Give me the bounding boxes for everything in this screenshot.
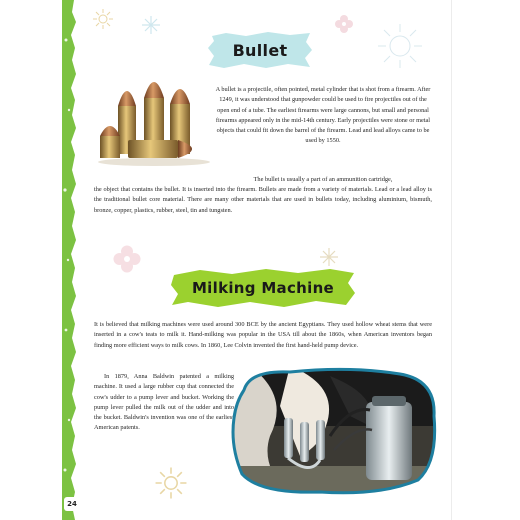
bullet-lead-line: The bullet is usually a part of an ammunition cartridge, <box>253 176 393 183</box>
bullet-title: Bullet <box>232 40 288 60</box>
milking-baldwin-paragraph: In 1879, Anna Baldwin patented a milking machine. It used a large rubber cup that connected the cow's udder to a pump lever and bucket. Working the pump lever pulled the milk out of the udder and into the bucket. Baldwin's invention was one of the earliest American patents. <box>94 373 234 432</box>
bullet-title-banner <box>206 30 314 70</box>
sun-doodle-icon <box>154 466 188 500</box>
page-number: 24 <box>64 497 80 511</box>
milking-machine-photo <box>230 366 440 496</box>
bullet-cartridge-paragraph: the object that contains the bullet. It is inserted into the firearm. Bullets are made from a variety of materials. Lead or a lead alloy is the traditional bullet core material. There are many other materials that are used in bullets today, including aluminium, bismuth, bronze, copper, plastics, rubber, steel, tin and tungsten. <box>94 186 432 214</box>
milking-history-paragraph: It is believed that milking machines were used around 300 BCE by the ancient Egyptians. They used hollow wheat stems that were inserted in a cow's teats to milk it. Hand-milking was popular in the USA till about the 1860s, when American inventors began finding more efficient ways to milk cows. In 1860, Lee Colvin invented the first hand-held pump device. <box>94 321 432 349</box>
bullet-intro-paragraph: A bullet is a projectile, often pointed, metal cylinder that is shot from a firearm. After 1249, it was understood that gunpowder could be used to fire projectiles out of the open end of a tube. The earliest firearms were large cannons, but small and personal firearms appeared only in the mid-14th century. Early projectiles were stone or metal objects that could fit down the barrel of the firearm. Lead and lead alloys came to be used by 1550. <box>215 86 431 145</box>
green-torn-strip <box>62 0 78 520</box>
milking-title-banner <box>170 267 356 309</box>
flower-doodle-icon <box>112 244 142 274</box>
milking-title: Milking Machine <box>191 279 335 297</box>
bullets-photo <box>94 72 216 168</box>
star-doodle-icon <box>140 14 162 36</box>
sun-doodle-icon <box>376 22 424 70</box>
star-doodle-icon <box>318 246 340 268</box>
flower-doodle-icon <box>334 14 354 34</box>
sun-doodle-icon <box>92 8 114 30</box>
page-edge <box>451 0 452 520</box>
